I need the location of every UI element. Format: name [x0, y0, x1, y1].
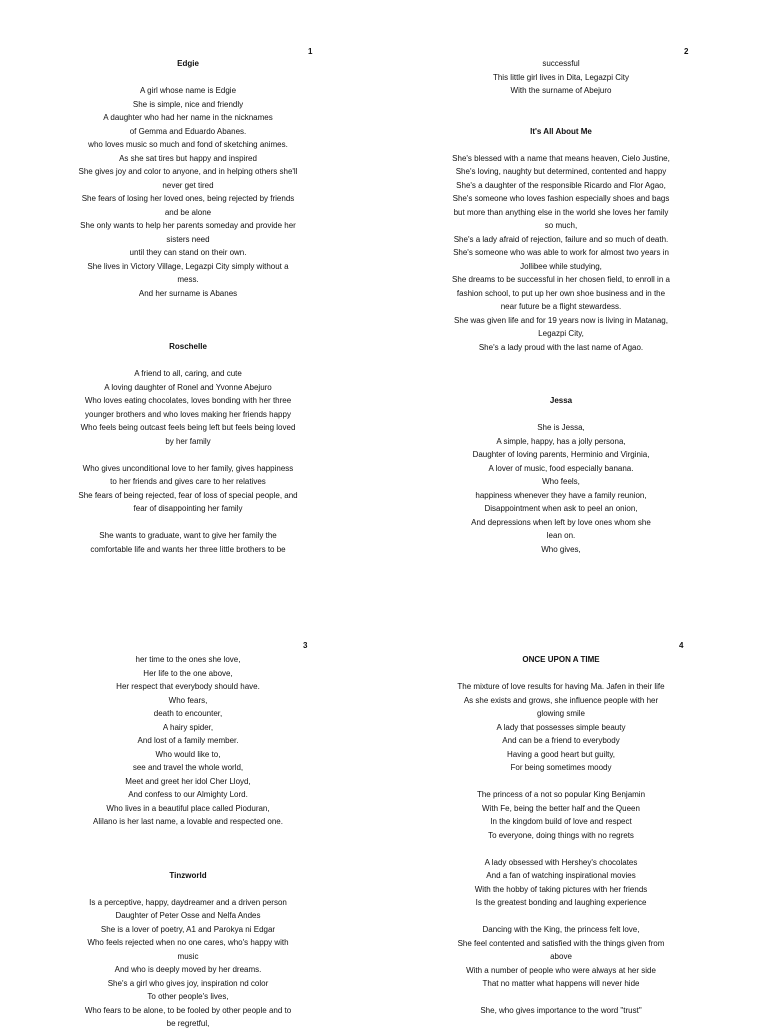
poem-line: She's someone who loves fashion especially shoes and bags: [452, 194, 670, 203]
poem-line: Who feels rejected when no one cares, who's happy with: [87, 938, 289, 947]
poem-line: She dreams to be successful in her chosen field, to enroll in a: [452, 275, 670, 284]
poem-line: Having a good heart but guilty,: [507, 749, 615, 759]
page-text: [60, 653, 316, 1031]
poem-line: This little girl lives in Dita, Legazpi City: [492, 72, 630, 82]
poem-line: She, who gives importance to the word "trust": [480, 1006, 642, 1015]
poem-line: never get tired: [162, 180, 214, 190]
page-number: 3: [303, 641, 308, 650]
poem-line: Who lives in a beautiful place called Pioduran,: [106, 803, 270, 813]
poem-line: glowing smile: [536, 709, 586, 718]
poem-line: With Fe, being the better half and the Queen: [482, 803, 640, 813]
poem-line: Who fears,: [168, 695, 208, 705]
poem-line: She's a girl who gives joy, inspiration nd color: [107, 978, 269, 988]
poem-line: successful: [542, 59, 580, 68]
poem-line: For being sometimes moody: [510, 763, 612, 772]
poem-line: of Gemma and Eduardo Abanes.: [129, 126, 247, 136]
poem-line: She's a daughter of the responsible Ricardo and Flor Agao,: [456, 180, 666, 190]
poem-line: younger brothers and who loves making her friends happy: [85, 409, 291, 419]
poem-line: Who gives unconditional love to her family, gives happiness: [82, 463, 294, 473]
page-number: 1: [308, 47, 313, 56]
poem-line: see and travel the whole world,: [132, 763, 244, 772]
poem-line: In the kingdom build of love and respect: [490, 817, 632, 826]
poem-line: That no matter what happens will never hide: [482, 979, 640, 988]
poem-line: to her friends and gives care to her relatives: [110, 477, 266, 486]
poem-line: Alilano is her last name, a lovable and respected one.: [93, 817, 283, 826]
poem-line: And can be a friend to everybody: [502, 736, 620, 745]
poem-line: To other people's lives,: [147, 992, 229, 1001]
poem-line: The princess of a not so popular King Benjamin: [476, 790, 646, 799]
poem-line: Who would like to,: [155, 749, 221, 759]
page-2: [384, 0, 768, 554]
poem-line: A lady that possesses simple beauty: [496, 722, 626, 732]
page-number: 2: [684, 47, 689, 56]
poem-title: Edgie: [177, 59, 199, 68]
poem-line: but more than anything else in the world she loves her family: [453, 207, 669, 217]
poem-line: Who gives,: [541, 544, 581, 554]
poem-line: death to encounter,: [153, 709, 223, 718]
poem-line: She is a lover of poetry, A1 and Parokya ni Edgar: [100, 924, 276, 934]
poem-line: She's loving, naughty but determined, contented and happy: [455, 167, 667, 176]
poem-line: her time to the ones she love,: [135, 655, 241, 664]
poem-line: She lives in Victory Village, Legazpi City simply without a: [87, 261, 289, 271]
poem-line: She fears of being rejected, fear of loss of special people, and: [78, 490, 298, 500]
poem-line: She is Jessa,: [537, 423, 585, 432]
poem-line: And depressions when left by love ones whom she: [471, 517, 651, 527]
poem-line: A lady obsessed with Hershey's chocolates: [484, 857, 638, 867]
poem-line: A simple, happy, has a jolly persona,: [496, 436, 626, 446]
poem-line: near future be a flight stewardess.: [500, 302, 622, 311]
poem-title: Jessa: [549, 396, 573, 405]
poem-line: With a number of people who were always at her side: [466, 965, 656, 975]
poem-line: She gives joy and color to anyone, and in helping others she'll: [78, 167, 298, 176]
poem-line: The mixture of love results for having Ma. Jafen in their life: [457, 682, 665, 691]
poem-line: A daughter who had her name in the nicknames: [103, 113, 273, 122]
poem-line: She's a lady proud with the last name of Agao.: [478, 342, 644, 352]
poem-line: A loving daughter of Ronel and Yvonne Abejuro: [104, 382, 272, 392]
poem-line: With the hobby of taking pictures with her friends: [474, 884, 648, 894]
poem-line: Her respect that everybody should have.: [116, 682, 260, 691]
poem-line: She fears of losing her loved ones, being rejected by friends: [81, 194, 295, 203]
poem-line: And confess to our Almighty Lord.: [128, 790, 248, 799]
poem-line: Who feels being outcast feels being left but feels being loved: [80, 423, 296, 432]
poem-line: To everyone, doing things with no regrets: [488, 830, 634, 840]
poem-line: Dancing with the King, the princess felt love,: [482, 925, 640, 934]
poem-line: And who is deeply moved by her dreams.: [114, 965, 262, 974]
poem-line: above: [550, 952, 572, 961]
poem-line: Is the greatest bonding and laughing experience: [475, 898, 647, 907]
poem-line: A hairy spider,: [162, 722, 214, 732]
poem-line: With the surname of Abejuro: [510, 86, 612, 95]
page-text: [60, 57, 316, 556]
poem-line: She wants to graduate, want to give her family the: [99, 531, 277, 540]
poem-line: And her surname is Abanes: [138, 288, 238, 298]
poem-line: Jollibee while studying,: [520, 261, 602, 271]
poem-line: fear of disappointing her family: [133, 504, 243, 513]
poem-line: Daughter of loving parents, Herminio and Virginia,: [472, 450, 650, 459]
poem-line: Who loves eating chocolates, loves bonding with her three: [84, 396, 292, 405]
poem-title: ONCE UPON A TIME: [522, 655, 600, 664]
poem-line: until they can stand on their own.: [129, 248, 247, 257]
poem-line: be regretful,: [166, 1019, 210, 1028]
poem-line: She's someone who was able to work for almost two years in: [453, 248, 669, 257]
poem-line: As she sat tires but happy and inspired: [119, 153, 257, 163]
poem-line: lean on.: [546, 531, 576, 540]
poem-line: sisters need: [166, 234, 210, 244]
poem-line: by her family: [165, 436, 211, 446]
poem-line: She's blessed with a name that means heaven, Cielo Justine,: [452, 153, 670, 163]
poem-line: Meet and greet her idol Cher Lloyd,: [125, 776, 251, 786]
poem-line: And a fan of watching inspirational movies: [486, 871, 636, 880]
page-3: [0, 512, 384, 1028]
poem-title: Roschelle: [169, 342, 207, 351]
poem-line: comfortable life and wants her three little brothers to be: [90, 544, 286, 554]
page-4: [384, 512, 768, 1024]
poem-line: Legazpi City,: [538, 329, 584, 338]
poem-line: Who fears to be alone, to be fooled by other people and to: [84, 1005, 292, 1015]
poem-line: She only wants to help her parents someday and provide her: [80, 221, 296, 230]
poem-line: She is simple, nice and friendly: [132, 99, 244, 109]
page-text: [434, 57, 688, 556]
poem-line: and be alone: [164, 207, 212, 217]
poem-line: A lover of music, food especially banana.: [488, 463, 634, 473]
page-text: [434, 653, 688, 1018]
poem-line: who loves music so much and fond of sketching animes.: [88, 140, 288, 149]
poem-line: A friend to all, caring, and cute: [134, 369, 242, 378]
page-1: [0, 0, 384, 554]
poem-line: mess.: [177, 275, 199, 284]
poem-line: She was given life and for 19 years now is living in Matanag,: [454, 315, 668, 325]
poem-line: And lost of a family member.: [137, 736, 239, 745]
poem-line: A girl whose name is Edgie: [139, 86, 237, 95]
poem-line: fashion school, to put up her own shoe business and in the: [456, 288, 666, 298]
poem-line: Is a perceptive, happy, daydreamer and a driven person: [89, 897, 287, 907]
poem-title: Tinzworld: [169, 870, 207, 880]
poem-line: so much,: [544, 221, 578, 230]
poem-title: It's All About Me: [530, 126, 592, 136]
poem-line: She's a lady afraid of rejection, failure and so much of death.: [453, 234, 669, 244]
page-number: 4: [679, 641, 684, 650]
poem-line: music: [177, 951, 199, 961]
poem-line: Her life to the one above,: [143, 668, 233, 678]
poem-line: Who feels,: [542, 477, 580, 486]
poem-line: She feel contented and satisfied with the things given from: [457, 938, 665, 948]
poem-line: Daughter of Peter Osse and Nelfa Andes: [115, 911, 261, 920]
poem-line: happiness whenever they have a family reunion,: [475, 490, 647, 500]
poem-line: Disappointment when ask to peel an onion,: [484, 504, 638, 513]
poem-line: As she exists and grows, she influence people with her: [463, 695, 659, 705]
